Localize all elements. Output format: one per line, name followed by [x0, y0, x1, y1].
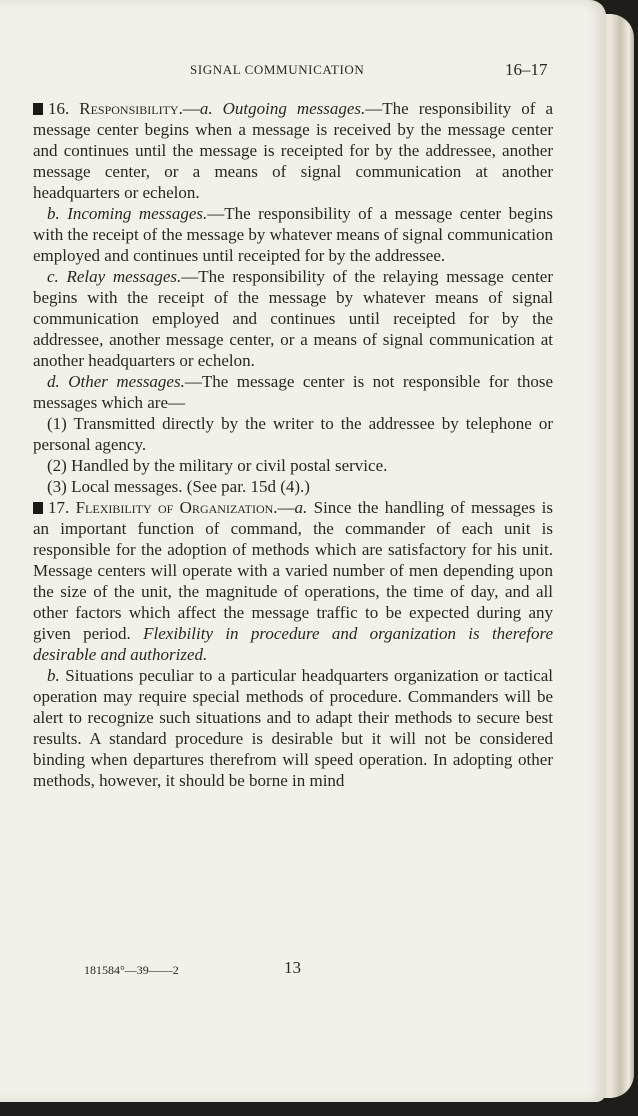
section-17-heading: Flexibility of Organization. [75, 498, 278, 517]
para-italic: Flexibility in procedure and organization is therefore desirable and authorized. [33, 624, 554, 664]
imprint-code: 181584°—39——2 [84, 963, 179, 977]
para-title: Other messages. [68, 372, 185, 391]
section-17-number: 17. [48, 498, 70, 517]
para-label: a. [294, 498, 308, 517]
running-head [0, 60, 606, 82]
section-marker-icon [33, 103, 43, 115]
page-footer [0, 958, 606, 982]
para-text: The responsibility of the relaying message center begins with the receipt of the message by whatever means of signal communication employed and continues until receipted for by the addressee, another message center, or a means of signal communication at another headquarters or echelon. [33, 267, 553, 370]
para-text: The responsibility of a message center begins when a message is received by the message center and continues until the message is receipted for by the addressee, another message center, or a means of signal communication at another headquarters or echelon. [33, 99, 553, 202]
section-16-number: 16. [48, 99, 70, 118]
section-17-para-a: 17. Flexibility of Organization.—a. Since the handling of messages is an important function of command, the commander of each unit is responsible for the adoption of methods which are satisfactory for his unit. Message centers will operate with a varied number of men depending upon the size of the unit, the magnitude of operations, the time of day, and all other factors which affect the message traffic to be expected during any given period. Flexibility in procedure and organization is therefore desirable and authorized. [33, 498, 554, 664]
para-label: a. [199, 99, 213, 118]
section-16-para-b: b. Incoming messages.—The responsibility of a message center begins with the receipt of the message by whatever means of signal communication employed and continues until receipted for by the addressee. [33, 204, 554, 265]
body-text [33, 98, 553, 791]
list-item: (1) Transmitted directly by the writer to the addressee by telephone or personal agency. [33, 414, 553, 454]
para-text: Situations peculiar to a particular headquarters organization or tactical operation may require special methods of procedure. Commanders will be alert to recognize such situations and to adapt their methods to secure best results. A standard procedure is desirable but it will not be considered binding when departures therefrom will speed operation. In adopting other methods, however, it should be borne in mind [33, 666, 554, 790]
para-text: Since the handling of messages is an important function of command, the commander of each unit is responsible for the adoption of methods which are satisfactory for his unit. Message centers will operate with a varied number of men depending upon the size of the unit, the magnitude of operations, the time of day, and all other factors which affect the message traffic to be expected during any given period. [33, 498, 553, 643]
list-item: (3) Local messages. (See par. 15d (4).) [47, 477, 310, 496]
section-16-para-a: 16. Responsibility.—a. Outgoing messages.—The responsibility of a message center begins when a message is received by the message center and continues until the message is receipted for by the addressee, another message center, or a means of signal communication at another headquarters or echelon. [33, 99, 553, 202]
section-17-para-b [33, 665, 553, 791]
para-label: d. [47, 372, 60, 391]
section-marker-icon [33, 502, 43, 514]
page-number: 13 [284, 958, 301, 977]
section-16-para-c: c. Relay messages.—The responsibility of the relaying message center begins with the receipt of the message by whatever means of signal communication employed and continues until receipted for by the addressee, another message center, or a means of signal communication at another headquarters or echelon. [33, 267, 553, 370]
para-text: The message center is not responsible for those messages which are— [33, 372, 553, 412]
para-text: The responsibility of a message center begins with the receipt of the message by whatever means of signal communication employed and continues until receipted for by the addressee. [33, 204, 554, 265]
para-title: Outgoing messages. [222, 99, 366, 118]
running-head-title: SIGNAL COMMUNICATION [190, 62, 365, 77]
para-label: c. [47, 267, 59, 286]
para-label: b. [47, 204, 60, 223]
running-head-page-ref: 16–17 [505, 60, 548, 79]
section-16-heading: Responsibility. [79, 99, 183, 118]
section-16-para-d: d. Other messages.—The message center is not responsible for those messages which are— [33, 372, 553, 412]
para-title: Relay messages. [66, 267, 182, 286]
para-title: Incoming messages. [67, 204, 208, 223]
list-item: (2) Handled by the military or civil postal service. [47, 456, 388, 475]
para-label: b. [47, 666, 60, 685]
